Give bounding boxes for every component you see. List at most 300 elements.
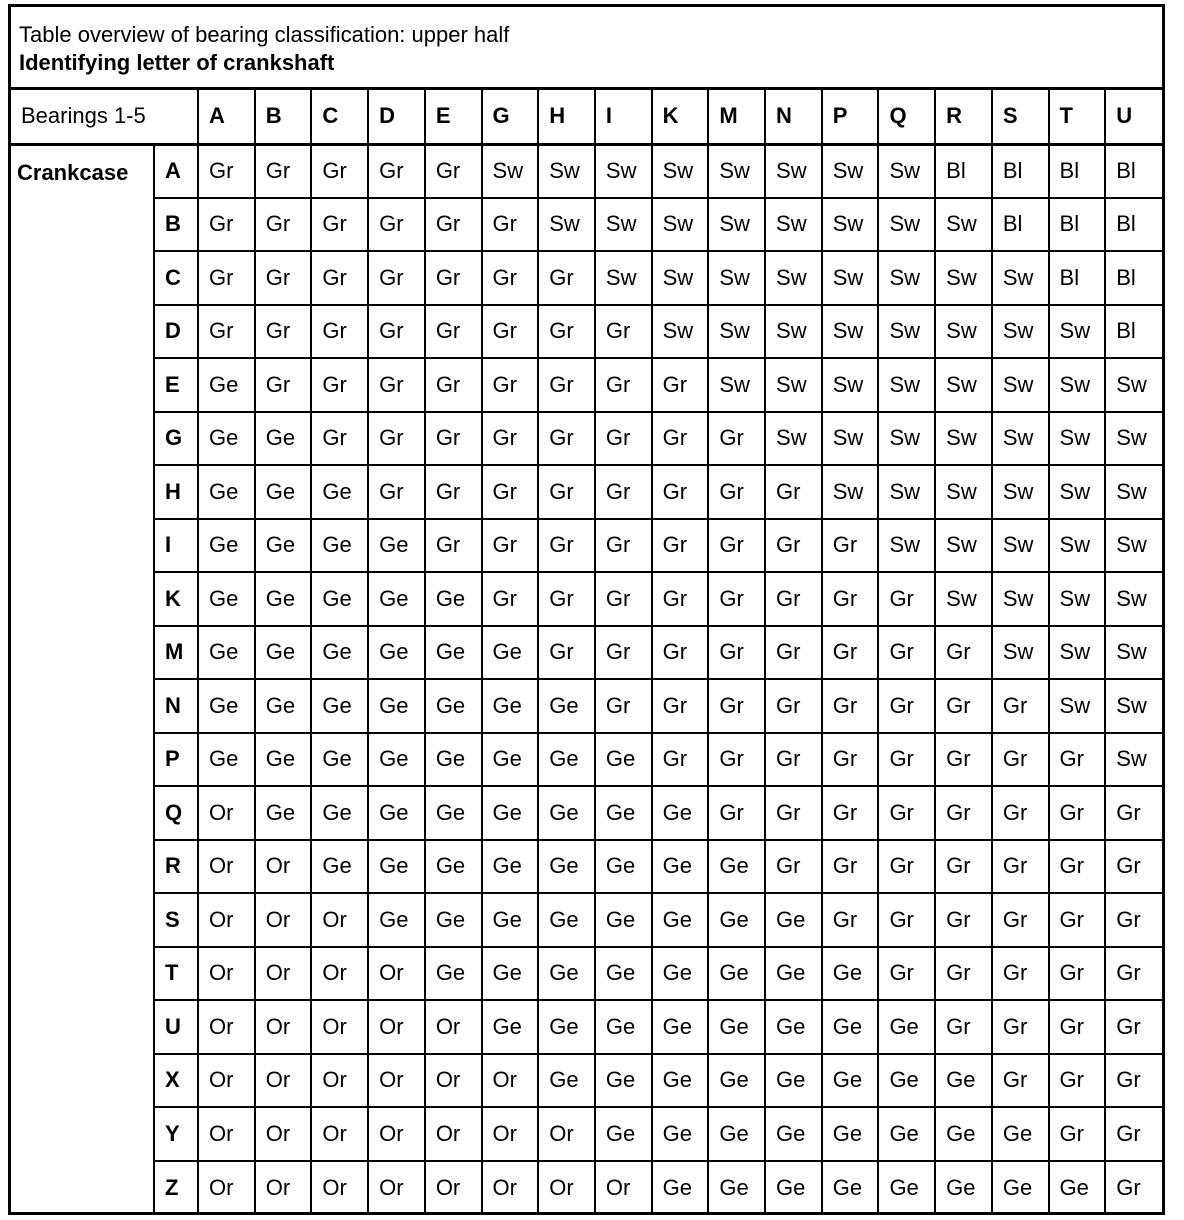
table-cell: Gr: [538, 412, 595, 466]
table-cell: Gr: [708, 786, 765, 840]
table-cell: Gr: [878, 626, 935, 680]
table-cell: Sw: [482, 144, 539, 198]
table-row: [11, 1161, 1162, 1215]
table-cell: Gr: [878, 733, 935, 787]
table-cell: Ge: [255, 626, 312, 680]
table-cell: Gr: [482, 412, 539, 466]
table-cell: Gr: [708, 412, 765, 466]
table-cell: Ge: [425, 947, 482, 1001]
table-cell: Gr: [822, 519, 879, 573]
table-cell: Ge: [198, 572, 255, 626]
table-row: [11, 572, 1162, 626]
table-cell: Sw: [1105, 679, 1162, 733]
table-cell: Or: [255, 1107, 312, 1161]
table-cell: Gr: [652, 572, 709, 626]
table-cell: Bl: [1105, 144, 1162, 198]
table-cell: Gr: [425, 305, 482, 359]
row-header: S: [154, 893, 198, 947]
table-cell: Gr: [1049, 947, 1106, 1001]
table-cell: Ge: [198, 358, 255, 412]
table-cell: Sw: [538, 144, 595, 198]
table-cell: Sw: [992, 519, 1049, 573]
table-cell: Gr: [822, 840, 879, 894]
row-header: R: [154, 840, 198, 894]
table-cell: Or: [311, 893, 368, 947]
table-cell: Ge: [368, 679, 425, 733]
table-cell: Gr: [992, 840, 1049, 894]
table-cell: Gr: [538, 358, 595, 412]
table-cell: Gr: [311, 198, 368, 252]
table-cell: Sw: [595, 251, 652, 305]
table-cell: Gr: [1049, 786, 1106, 840]
table-cell: Sw: [652, 144, 709, 198]
table-cell: Ge: [255, 412, 312, 466]
table-cell: Gr: [482, 519, 539, 573]
table-cell: Or: [198, 1107, 255, 1161]
table-cell: Gr: [822, 572, 879, 626]
column-header: U: [1105, 90, 1162, 144]
table-cell: Bl: [992, 198, 1049, 252]
table-cell: Gr: [595, 305, 652, 359]
table-cell: Sw: [878, 465, 935, 519]
table-cell: Ge: [878, 1000, 935, 1054]
table-cell: Ge: [538, 1054, 595, 1108]
table-cell: Ge: [822, 1054, 879, 1108]
table-cell: Sw: [822, 465, 879, 519]
table-cell: Sw: [992, 305, 1049, 359]
table-row: [11, 786, 1162, 840]
table-cell: Ge: [425, 679, 482, 733]
table-cell: Gr: [992, 947, 1049, 1001]
table-cell: Ge: [878, 1161, 935, 1215]
table-cell: Bl: [1105, 251, 1162, 305]
table-cell: Gr: [1105, 893, 1162, 947]
table-cell: Ge: [935, 1054, 992, 1108]
column-header: D: [368, 90, 425, 144]
table-cell: Sw: [1049, 572, 1106, 626]
table-cell: Gr: [992, 1000, 1049, 1054]
table-cell: Sw: [708, 251, 765, 305]
table-cell: Or: [311, 947, 368, 1001]
table-cell: Sw: [822, 305, 879, 359]
table-cell: Ge: [652, 1000, 709, 1054]
table-cell: Sw: [765, 198, 822, 252]
table-cell: Gr: [425, 412, 482, 466]
row-header: U: [154, 1000, 198, 1054]
table-cell: Ge: [765, 1107, 822, 1161]
table-row: [11, 305, 1162, 359]
column-header: I: [595, 90, 652, 144]
table-cell: Gr: [595, 519, 652, 573]
table-cell: Or: [198, 893, 255, 947]
table-cell: Gr: [368, 412, 425, 466]
table-cell: Or: [255, 893, 312, 947]
table-cell: Ge: [538, 733, 595, 787]
column-header: B: [255, 90, 312, 144]
table-cell: Gr: [652, 733, 709, 787]
table-cell: Ge: [368, 840, 425, 894]
table-cell: Gr: [538, 572, 595, 626]
table-cell: Gr: [368, 198, 425, 252]
column-header: K: [652, 90, 709, 144]
table-cell: Ge: [1049, 1161, 1106, 1215]
table-cell: Ge: [595, 1000, 652, 1054]
table-cell: Ge: [935, 1161, 992, 1215]
row-header: C: [154, 251, 198, 305]
table-cell: Ge: [652, 840, 709, 894]
table-cell: Ge: [765, 1161, 822, 1215]
table-cell: Ge: [311, 733, 368, 787]
column-header: A: [198, 90, 255, 144]
column-header: S: [992, 90, 1049, 144]
table-cell: Sw: [1105, 572, 1162, 626]
column-header: E: [425, 90, 482, 144]
table-row: [11, 733, 1162, 787]
column-header: C: [311, 90, 368, 144]
table-cell: Gr: [822, 733, 879, 787]
table-cell: Sw: [595, 198, 652, 252]
row-header: X: [154, 1054, 198, 1108]
table-cell: Gr: [198, 251, 255, 305]
table-cell: Gr: [652, 519, 709, 573]
table-cell: Gr: [368, 358, 425, 412]
table-cell: Ge: [311, 572, 368, 626]
table-row: [11, 1000, 1162, 1054]
column-header: G: [482, 90, 539, 144]
table-row: [11, 412, 1162, 466]
table-cell: Ge: [368, 572, 425, 626]
table-cell: Gr: [652, 679, 709, 733]
table-cell: Gr: [878, 786, 935, 840]
table-cell: Gr: [765, 786, 822, 840]
table-cell: Gr: [878, 893, 935, 947]
table-cell: Gr: [708, 519, 765, 573]
table-cell: Gr: [822, 626, 879, 680]
table-cell: Or: [538, 1107, 595, 1161]
table-cell: Ge: [708, 1000, 765, 1054]
table-row: [11, 679, 1162, 733]
row-header: A: [154, 144, 198, 198]
table-cell: Or: [198, 947, 255, 1001]
table-cell: Ge: [765, 947, 822, 1001]
table-cell: Ge: [595, 840, 652, 894]
table-cell: Gr: [368, 144, 425, 198]
table-cell: Or: [255, 1054, 312, 1108]
table-cell: Sw: [765, 358, 822, 412]
table-cell: Sw: [878, 144, 935, 198]
table-cell: Sw: [652, 305, 709, 359]
table-cell: Ge: [255, 786, 312, 840]
table-cell: Sw: [878, 198, 935, 252]
table-cell: Ge: [538, 947, 595, 1001]
table-cell: Gr: [1105, 947, 1162, 1001]
table-cell: Ge: [425, 840, 482, 894]
table-cell: Ge: [992, 1107, 1049, 1161]
column-header: R: [935, 90, 992, 144]
table-cell: Ge: [595, 1054, 652, 1108]
table-cell: Bl: [1049, 251, 1106, 305]
table-cell: Ge: [538, 786, 595, 840]
table-cell: Gr: [425, 251, 482, 305]
table-cell: Gr: [935, 626, 992, 680]
table-cell: Or: [482, 1161, 539, 1215]
table-cell: Ge: [198, 733, 255, 787]
table-row: [11, 144, 1162, 198]
table-cell: Ge: [595, 786, 652, 840]
table-cell: Or: [482, 1054, 539, 1108]
table-cell: Or: [538, 1161, 595, 1215]
table-cell: Sw: [1049, 679, 1106, 733]
table-cell: Gr: [992, 893, 1049, 947]
table-cell: Ge: [538, 840, 595, 894]
table-cell: Sw: [822, 358, 879, 412]
table-cell: Gr: [1105, 1000, 1162, 1054]
table-cell: Gr: [765, 519, 822, 573]
table-cell: Gr: [595, 358, 652, 412]
table-cell: Gr: [1105, 840, 1162, 894]
table-cell: Or: [198, 1054, 255, 1108]
table-cell: Gr: [878, 840, 935, 894]
table-cell: Gr: [482, 572, 539, 626]
table-cell: Gr: [652, 626, 709, 680]
table-cell: Gr: [652, 412, 709, 466]
table-cell: Gr: [1105, 1161, 1162, 1215]
table-cell: Sw: [992, 626, 1049, 680]
table-cell: Gr: [595, 572, 652, 626]
table-cell: Sw: [1049, 305, 1106, 359]
table-cell: Or: [198, 1161, 255, 1215]
table-cell: Or: [311, 1000, 368, 1054]
row-header: Q: [154, 786, 198, 840]
table-cell: Or: [482, 1107, 539, 1161]
table-cell: Ge: [198, 519, 255, 573]
table-cell: Ge: [822, 947, 879, 1001]
table-cell: Ge: [368, 733, 425, 787]
table-cell: Sw: [1105, 519, 1162, 573]
table-cell: Gr: [935, 1000, 992, 1054]
table-cell: Gr: [1049, 1107, 1106, 1161]
table-subtitle: Identifying letter of crankshaft: [19, 50, 335, 75]
table-cell: Or: [255, 947, 312, 1001]
table-cell: Ge: [425, 893, 482, 947]
table-cell: Gr: [255, 358, 312, 412]
title-block: [8, 4, 1165, 90]
table-cell: Ge: [368, 519, 425, 573]
table-cell: Gr: [198, 198, 255, 252]
table-cell: Gr: [935, 893, 992, 947]
table-cell: Ge: [652, 786, 709, 840]
table-cell: Ge: [935, 1107, 992, 1161]
table-cell: Sw: [878, 305, 935, 359]
table-cell: Sw: [878, 251, 935, 305]
table-cell: Gr: [992, 679, 1049, 733]
table-row: [11, 1054, 1162, 1108]
table-cell: Gr: [765, 679, 822, 733]
table-cell: Ge: [482, 1000, 539, 1054]
table-cell: Gr: [935, 679, 992, 733]
table-cell: Sw: [878, 358, 935, 412]
corner-label: Bearings 1-5: [21, 103, 146, 129]
table-cell: Gr: [1105, 1107, 1162, 1161]
bearing-classification-table: [11, 90, 1162, 1214]
table-cell: Sw: [935, 305, 992, 359]
table-cell: Ge: [595, 1107, 652, 1161]
table-cell: Sw: [765, 144, 822, 198]
table-cell: Gr: [992, 733, 1049, 787]
crankcase-label: Crankcase: [11, 144, 154, 1214]
table-cell: Gr: [1049, 733, 1106, 787]
table-cell: Gr: [822, 786, 879, 840]
table-cell: Or: [255, 1000, 312, 1054]
table-cell: Ge: [765, 1054, 822, 1108]
table-cell: Sw: [765, 412, 822, 466]
table-cell: Ge: [368, 893, 425, 947]
table-cell: Sw: [935, 572, 992, 626]
table-cell: Sw: [822, 251, 879, 305]
table-cell: Ge: [765, 893, 822, 947]
table-cell: Gr: [368, 465, 425, 519]
table-cell: Ge: [538, 893, 595, 947]
table-cell: Ge: [425, 572, 482, 626]
table-cell: Gr: [765, 733, 822, 787]
column-header: H: [538, 90, 595, 144]
table-cell: Ge: [482, 893, 539, 947]
table-cell: Or: [368, 1000, 425, 1054]
table-cell: Gr: [878, 947, 935, 1001]
table-cell: Sw: [1049, 358, 1106, 412]
table-row: [11, 465, 1162, 519]
table-cell: Sw: [822, 412, 879, 466]
table-cell: Sw: [1049, 519, 1106, 573]
table-cell: Ge: [311, 519, 368, 573]
table-cell: Gr: [198, 144, 255, 198]
table-cell: Or: [595, 1161, 652, 1215]
table-cell: Sw: [935, 358, 992, 412]
table-cell: Gr: [482, 198, 539, 252]
row-header: K: [154, 572, 198, 626]
row-header: E: [154, 358, 198, 412]
table-cell: Gr: [595, 626, 652, 680]
table-cell: Ge: [595, 947, 652, 1001]
table-cell: Or: [425, 1107, 482, 1161]
table-cell: Ge: [708, 947, 765, 1001]
table-cell: Ge: [198, 679, 255, 733]
table-cell: Ge: [482, 786, 539, 840]
table-row: [11, 251, 1162, 305]
table-cell: Gr: [538, 305, 595, 359]
table-row: [11, 893, 1162, 947]
table-cell: Ge: [255, 733, 312, 787]
table-cell: Ge: [425, 626, 482, 680]
table-cell: Gr: [765, 465, 822, 519]
row-header: M: [154, 626, 198, 680]
table-cell: Sw: [708, 358, 765, 412]
table-cell: Gr: [538, 465, 595, 519]
table-cell: Ge: [708, 1107, 765, 1161]
table-cell: Ge: [878, 1054, 935, 1108]
table-cell: Sw: [1105, 626, 1162, 680]
table-cell: Gr: [708, 572, 765, 626]
table-cell: Or: [425, 1161, 482, 1215]
table-cell: Gr: [311, 358, 368, 412]
row-header: N: [154, 679, 198, 733]
table-cell: Or: [425, 1054, 482, 1108]
table-cell: Ge: [652, 947, 709, 1001]
table-cell: Bl: [1105, 198, 1162, 252]
table-cell: Ge: [652, 1054, 709, 1108]
table-cell: Ge: [595, 893, 652, 947]
table-cell: Gr: [708, 626, 765, 680]
table-cell: Gr: [425, 198, 482, 252]
table-cell: Sw: [1049, 626, 1106, 680]
table-cell: Gr: [1105, 786, 1162, 840]
table-cell: Gr: [255, 198, 312, 252]
table-cell: Ge: [311, 840, 368, 894]
table-cell: Sw: [595, 144, 652, 198]
table-cell: Or: [368, 1107, 425, 1161]
table-cell: Ge: [198, 412, 255, 466]
table-cell: Gr: [935, 786, 992, 840]
table-cell: Sw: [1105, 412, 1162, 466]
table-cell: Ge: [368, 626, 425, 680]
table-cell: Gr: [878, 679, 935, 733]
table-cell: Gr: [1049, 893, 1106, 947]
table-cell: Gr: [708, 465, 765, 519]
table-cell: Gr: [482, 251, 539, 305]
table-cell: Gr: [255, 251, 312, 305]
table-cell: Sw: [878, 519, 935, 573]
table-cell: Or: [425, 1000, 482, 1054]
row-header: Z: [154, 1161, 198, 1215]
table-cell: Gr: [935, 733, 992, 787]
table-cell: Sw: [1105, 465, 1162, 519]
table-cell: Ge: [482, 626, 539, 680]
table-cell: Gr: [311, 251, 368, 305]
table-cell: Gr: [992, 1054, 1049, 1108]
table-cell: Ge: [482, 947, 539, 1001]
table-cell: Ge: [198, 465, 255, 519]
table-cell: Gr: [708, 733, 765, 787]
table-cell: Sw: [708, 144, 765, 198]
table-cell: Sw: [992, 412, 1049, 466]
table-cell: Gr: [311, 412, 368, 466]
table-cell: Ge: [708, 840, 765, 894]
table-cell: Gr: [425, 358, 482, 412]
table-cell: Gr: [368, 251, 425, 305]
table-cell: Ge: [425, 786, 482, 840]
table-cell: Ge: [482, 679, 539, 733]
table-row: [11, 947, 1162, 1001]
row-header: G: [154, 412, 198, 466]
table-cell: Ge: [255, 519, 312, 573]
table-cell: Sw: [992, 251, 1049, 305]
column-header: T: [1049, 90, 1106, 144]
table-cell: Ge: [368, 786, 425, 840]
table-cell: Or: [368, 1161, 425, 1215]
table-cell: Or: [198, 840, 255, 894]
table-cell: Bl: [1049, 144, 1106, 198]
table-cell: Gr: [368, 305, 425, 359]
table-cell: Ge: [198, 626, 255, 680]
table-cell: Ge: [708, 1054, 765, 1108]
table-cell: Sw: [708, 198, 765, 252]
table-cell: Gr: [538, 626, 595, 680]
table-cell: Gr: [425, 144, 482, 198]
table-cell: Sw: [935, 251, 992, 305]
table-cell: Ge: [992, 1161, 1049, 1215]
table-cell: Ge: [822, 1000, 879, 1054]
table-cell: Sw: [1049, 465, 1106, 519]
